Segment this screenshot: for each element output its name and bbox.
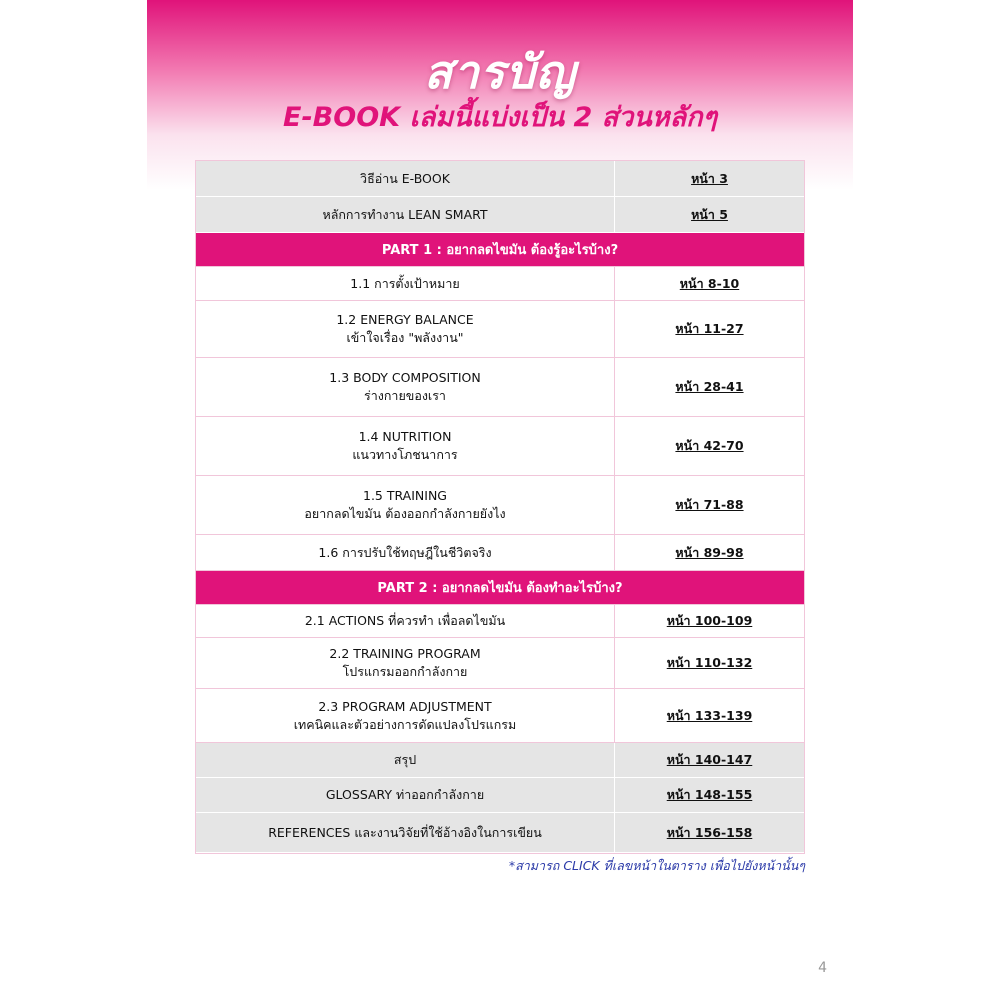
toc-row-1-6 <box>196 535 804 571</box>
toc-entry-title: 1.1 การตั้งเป้าหมาย <box>196 267 615 300</box>
table-of-contents <box>195 160 805 854</box>
toc-row-2-1 <box>196 605 804 638</box>
toc-row-2-2 <box>196 638 804 689</box>
toc-entry-subtitle: อยากลดไขมัน ต้องออกกำลังกายยังไง <box>304 506 506 521</box>
toc-page-link[interactable]: หน้า 5 <box>691 206 728 222</box>
toc-entry-title: วิธีอ่าน E-BOOK <box>196 161 615 196</box>
toc-page-link[interactable]: หน้า 11-27 <box>675 321 744 336</box>
toc-row-summary <box>196 743 804 778</box>
toc-entry-title: REFERENCES และงานวิจัยที่ใช้อ้างอิงในการเขียน <box>196 813 615 852</box>
toc-entry-subtitle: เทคนิคและตัวอย่างการดัดแปลงโปรแกรม <box>293 716 517 732</box>
toc-page-link[interactable]: หน้า 140-147 <box>666 752 753 767</box>
toc-entry-subtitle: โปรแกรมออกกำลังกาย <box>342 664 468 679</box>
toc-entry-title: 1.3 BODY COMPOSITION ร่างกายของเรา <box>196 358 615 416</box>
toc-entry-title: 2.1 ACTIONS ที่ควรทำ เพื่อลดไขมัน <box>196 605 615 637</box>
toc-entry-title: หลักการทำงาน LEAN SMART <box>196 197 615 232</box>
page-title: สารบัญ <box>423 45 576 99</box>
toc-page-link[interactable]: หน้า 156-158 <box>666 824 753 840</box>
toc-page-link[interactable]: หน้า 110-132 <box>666 655 753 670</box>
toc-entry-title: สรุป <box>196 743 615 777</box>
toc-entry-title: 1.2 ENERGY BALANCE เข้าใจเรื่อง "พลังงาน" <box>196 301 615 357</box>
toc-entry-title: 1.6 การปรับใช้ทฤษฎีในชีวิตจริง <box>196 535 615 570</box>
toc-row-1-3 <box>196 358 804 417</box>
toc-page-link[interactable]: หน้า 71-88 <box>675 497 744 512</box>
part1-heading: PART 1 : อยากลดไขมัน ต้องรู้อะไรบ้าง? <box>196 233 804 267</box>
part2-heading: PART 2 : อยากลดไขมัน ต้องทำอะไรบ้าง? <box>196 571 804 605</box>
click-hint-note: *สามารถ CLICK ที่เลขหน้าในตาราง เพื่อไปยังหน้านั้นๆ <box>508 858 805 873</box>
toc-entry-title: GLOSSARY ท่าออกกำลังกาย <box>196 778 615 812</box>
document-page <box>147 0 853 1000</box>
toc-page-link[interactable]: หน้า 8-10 <box>679 275 740 291</box>
toc-row-references <box>196 813 804 853</box>
toc-page-link[interactable]: หน้า 3 <box>691 170 728 186</box>
toc-row-lean-smart <box>196 197 804 233</box>
toc-row-1-5 <box>196 476 804 535</box>
toc-page-link[interactable]: หน้า 89-98 <box>675 544 744 560</box>
toc-page-link[interactable]: หน้า 100-109 <box>666 613 753 628</box>
toc-entry-title: 1.4 NUTRITION แนวทางโภชนาการ <box>196 417 615 475</box>
page-number: 4 <box>818 960 827 976</box>
toc-row-how-to-read <box>196 161 804 197</box>
toc-page-link[interactable]: หน้า 133-139 <box>666 707 753 723</box>
page-subtitle: E-BOOK เล่มนี้แบ่งเป็น 2 ส่วนหลักๆ <box>283 102 717 133</box>
toc-row-glossary <box>196 778 804 813</box>
toc-page-link[interactable]: หน้า 148-155 <box>666 787 753 802</box>
toc-entry-subtitle: เข้าใจเรื่อง "พลังงาน" <box>346 330 464 345</box>
toc-entry-title: 2.2 TRAINING PROGRAM โปรแกรมออกกำลังกาย <box>196 638 615 688</box>
toc-entry-title: 1.5 TRAINING อยากลดไขมัน ต้องออกกำลังกายยังไง <box>196 476 615 534</box>
toc-entry-title: 2.3 PROGRAM ADJUSTMENT เทคนิคและตัวอย่างการดัดแปลงโปรแกรม <box>196 689 615 742</box>
toc-page-link[interactable]: หน้า 28-41 <box>675 379 744 394</box>
toc-row-2-3 <box>196 689 804 743</box>
toc-entry-subtitle: แนวทางโภชนาการ <box>352 447 458 462</box>
toc-entry-subtitle: ร่างกายของเรา <box>364 388 446 403</box>
toc-row-1-4 <box>196 417 804 476</box>
toc-page-link[interactable]: หน้า 42-70 <box>675 438 744 453</box>
toc-row-1-1 <box>196 267 804 301</box>
toc-row-1-2 <box>196 301 804 358</box>
